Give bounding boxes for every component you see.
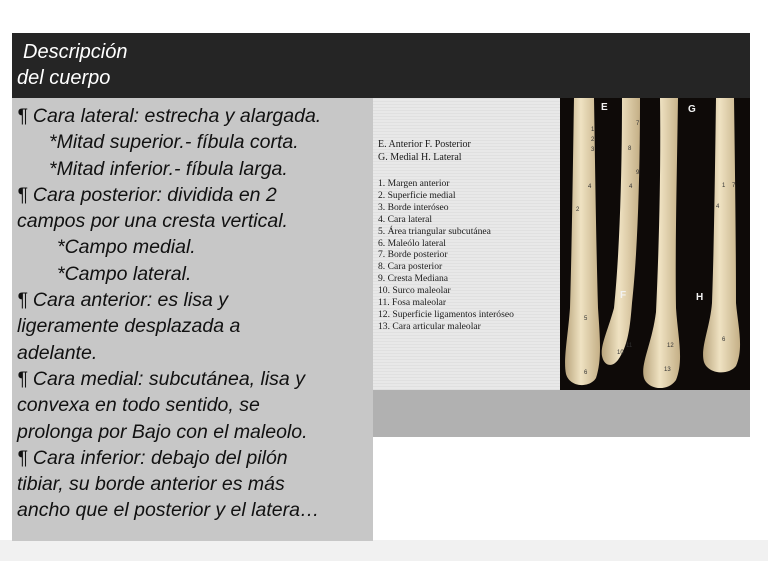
fibula-figure xyxy=(373,98,750,437)
photo-number: 6 xyxy=(584,370,588,376)
photo-number: 11 xyxy=(626,343,633,349)
text-line: *Mitad inferior.- fíbula larga. xyxy=(49,157,288,180)
legend-item: 8. Cara posterior xyxy=(378,261,443,273)
photo-number: 7 xyxy=(636,121,640,127)
legend-item: 7. Borde posterior xyxy=(378,249,448,261)
bone-medial-view xyxy=(643,98,680,388)
text-line: ¶ Cara lateral: estrecha y alargada. xyxy=(17,105,322,127)
photo-number: 7 xyxy=(732,183,736,189)
bones-illustration xyxy=(560,98,750,390)
description-text-panel xyxy=(12,98,373,541)
text-line: prolonga por Bajo con el maleolo. xyxy=(17,420,308,443)
legend-item: 4. Cara lateral xyxy=(378,213,433,225)
slide-title-line-1: Descripción xyxy=(23,41,128,63)
views-key-line: E. Anterior F. Posterior xyxy=(378,139,471,150)
text-line: ¶ Cara posterior: dividida en 2 xyxy=(17,183,277,206)
photo-letter: F xyxy=(620,290,627,301)
bone-lateral-view xyxy=(703,98,740,372)
bottom-band xyxy=(0,540,768,561)
legend-item: 6. Maleólo lateral xyxy=(378,237,446,249)
bone-posterior-view xyxy=(602,98,640,365)
legend-item: 5. Área triangular subcutánea xyxy=(378,225,491,237)
photo-number: 4 xyxy=(588,184,592,190)
fibula-bones-photo xyxy=(560,98,750,390)
bone-anterior-view xyxy=(565,98,600,385)
text-line: ligeramente desplazada a xyxy=(17,315,241,338)
photo-letter: E xyxy=(601,102,608,113)
photo-number: 2 xyxy=(591,137,595,143)
photo-number: 2 xyxy=(576,207,580,213)
legend-item: 1. Margen anterior xyxy=(378,178,450,189)
photo-number: 8 xyxy=(628,146,632,152)
photo-letter: H xyxy=(696,292,704,303)
legend-item: 10. Surco maleolar xyxy=(378,285,451,297)
text-line: tibiar, su borde anterior es más xyxy=(17,473,285,496)
text-line: ¶ Cara medial: subcutánea, lisa y xyxy=(17,367,305,390)
text-line: ¶ Cara anterior: es lisa y xyxy=(17,289,228,312)
text-line: *Campo medial. xyxy=(57,236,196,259)
photo-number: 13 xyxy=(664,367,671,373)
legend-item: 3. Borde interóseo xyxy=(378,201,449,213)
text-line: convexa en todo sentido, se xyxy=(17,394,260,417)
slide-title-line-2: del cuerpo xyxy=(17,67,111,89)
text-line: *Mitad superior.- fíbula corta. xyxy=(49,131,299,154)
photo-number: 6 xyxy=(722,337,726,343)
views-key-line: G. Medial H. Lateral xyxy=(378,152,462,163)
legend-item: 13. Cara articular maleolar xyxy=(378,320,481,332)
photo-number: 1 xyxy=(722,183,726,189)
photo-letter: G xyxy=(688,104,696,115)
photo-number: 9 xyxy=(636,170,640,176)
text-line: campos por una cresta vertical. xyxy=(17,210,288,233)
figure-legend xyxy=(373,98,560,390)
views-key xyxy=(378,138,471,164)
text-line: adelante. xyxy=(17,341,98,364)
legend-item: 12. Superficie ligamentos interóseo xyxy=(378,308,514,320)
photo-number: 12 xyxy=(667,343,674,349)
legend-list xyxy=(378,178,514,333)
legend-item: 11. Fosa maleolar xyxy=(378,297,447,309)
photo-number: 4 xyxy=(629,184,633,190)
legend-item: 2. Superficie medial xyxy=(378,189,456,201)
photo-number: 1 xyxy=(591,127,595,133)
photo-number: 5 xyxy=(584,316,588,322)
legend-item: 9. Cresta Mediana xyxy=(378,273,449,285)
photo-number: 3 xyxy=(591,147,595,153)
text-line: *Campo lateral. xyxy=(57,262,192,285)
text-line: ancho que el posterior y el latera… xyxy=(17,499,320,522)
photo-number: 4 xyxy=(716,204,720,210)
slide-title-bar xyxy=(12,33,750,98)
text-line: ¶ Cara inferior: debajo del pilón xyxy=(17,446,288,469)
photo-number: 10 xyxy=(617,350,624,356)
